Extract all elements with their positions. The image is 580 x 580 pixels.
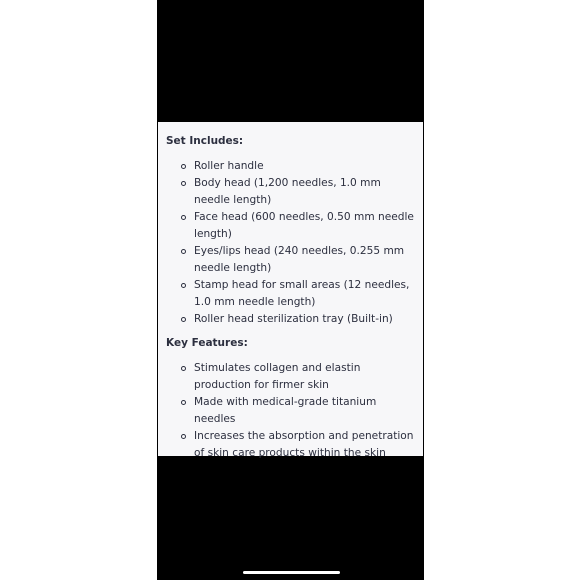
list-item-text: Face head (600 needles, 0.50 mm needle length) — [194, 211, 414, 240]
list-item — [166, 311, 415, 328]
circle-bullet-icon — [181, 164, 186, 169]
key-features-list — [166, 360, 415, 462]
list-item-text: Roller handle — [194, 160, 264, 172]
list-item — [166, 394, 415, 428]
list-item-text: Roller head sterilization tray (Built-in) — [194, 313, 393, 325]
list-item-text: Body head (1,200 needles, 1.0 mm needle length) — [194, 177, 381, 206]
circle-bullet-icon — [181, 317, 186, 322]
circle-bullet-icon — [181, 400, 186, 405]
list-item — [166, 158, 415, 175]
list-item-text: Increases the absorption and penetration of skin care products within the skin — [194, 430, 414, 459]
list-item — [166, 277, 415, 311]
list-item — [166, 175, 415, 209]
product-details-card — [158, 122, 423, 459]
list-item-text: Eyes/lips head (240 needles, 0.255 mm needle length) — [194, 245, 405, 274]
list-item — [166, 428, 415, 462]
circle-bullet-icon — [181, 434, 186, 439]
circle-bullet-icon — [181, 181, 186, 186]
list-item-text: Stimulates collagen and elastin production for firmer skin — [194, 362, 361, 391]
circle-bullet-icon — [181, 215, 186, 220]
phone-screen — [157, 0, 424, 580]
list-item-text: Made with medical-grade titanium needles — [194, 396, 377, 425]
circle-bullet-icon — [181, 283, 186, 288]
circle-bullet-icon — [181, 249, 186, 254]
list-item-text: Stamp head for small areas (12 needles, 1.0 mm needle length) — [194, 279, 410, 308]
key-features-heading: Key Features: — [166, 337, 248, 349]
home-indicator[interactable] — [243, 571, 340, 574]
list-item — [166, 360, 415, 394]
set-includes-heading: Set Includes: — [166, 135, 244, 147]
list-item — [166, 209, 415, 243]
list-item — [166, 243, 415, 277]
set-includes-list — [166, 158, 415, 328]
circle-bullet-icon — [181, 366, 186, 371]
